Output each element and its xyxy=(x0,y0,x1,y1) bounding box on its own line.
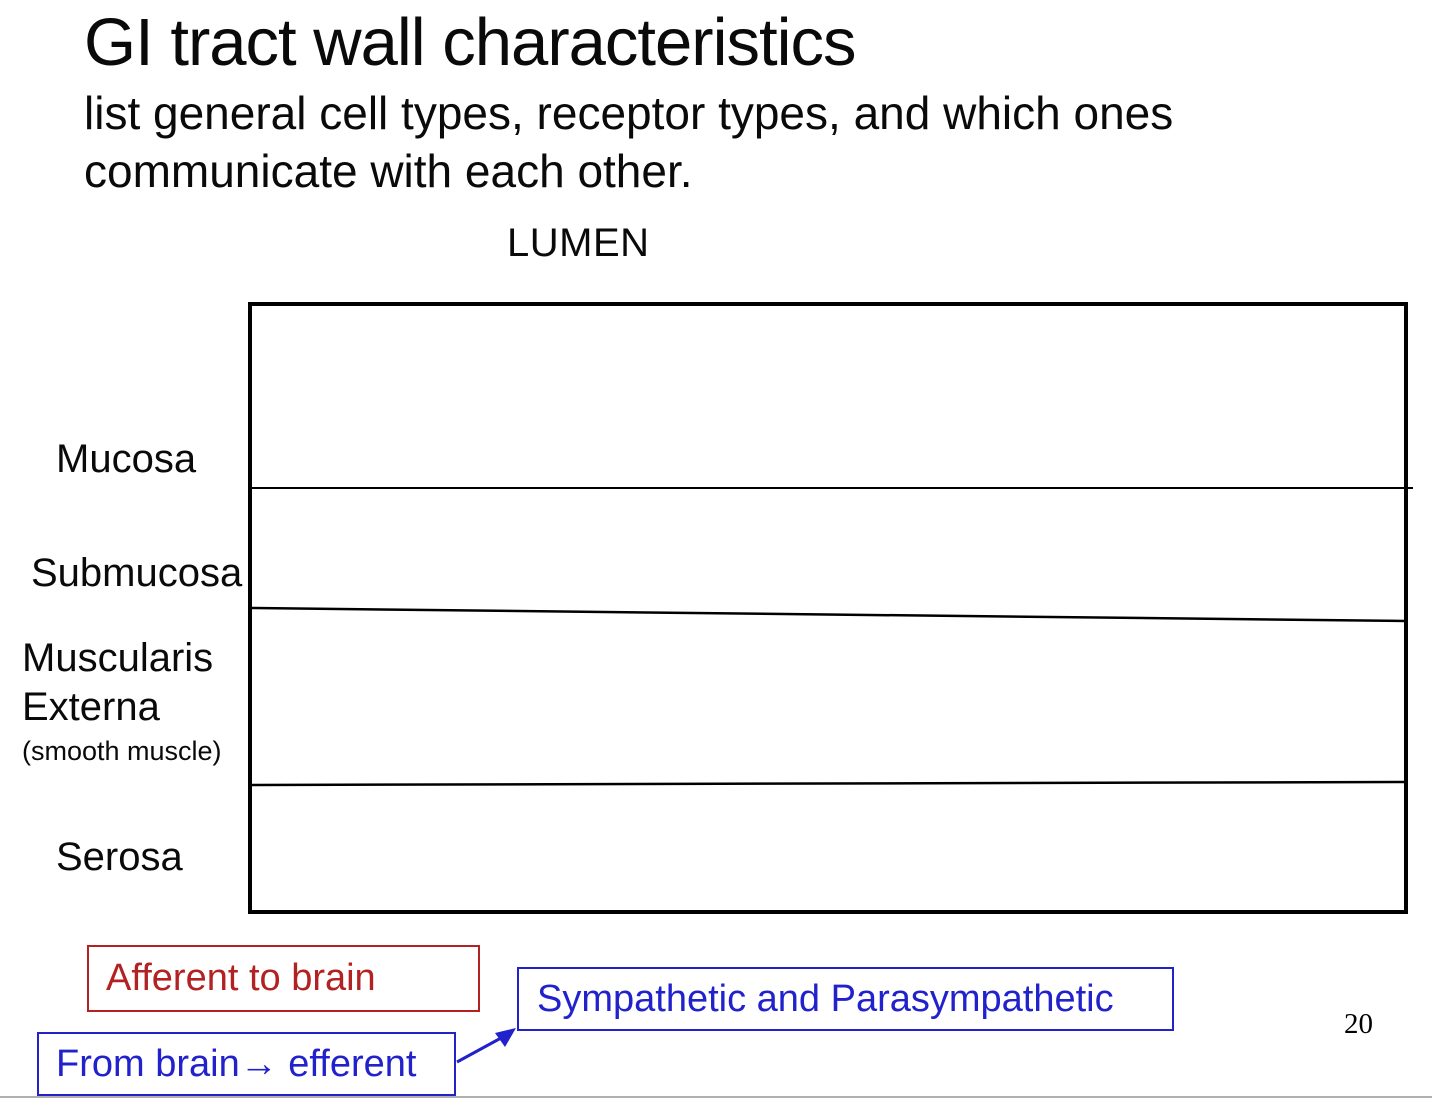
layer-label-muscularis-externa xyxy=(22,634,222,770)
muscularis-line-1: Muscularis xyxy=(22,636,214,680)
page-title: GI tract wall characteristics xyxy=(84,5,856,80)
arrow-shaft xyxy=(457,1038,501,1062)
wall-outline-rect xyxy=(250,304,1406,912)
subtitle-line-1: list general cell types, receptor types, and which ones xyxy=(84,87,1174,139)
page-number: 20 xyxy=(1344,1008,1373,1040)
layer-label-submucosa: Submucosa xyxy=(31,551,243,595)
muscularis-line-2: Externa xyxy=(22,685,160,729)
afferent-to-brain-box xyxy=(87,945,480,1012)
lumen-label: LUMEN xyxy=(507,221,650,265)
afferent-to-brain-label: Afferent to brain xyxy=(106,957,376,999)
muscularis-sublabel: (smooth muscle) xyxy=(22,736,222,766)
gi-wall-diagram xyxy=(248,302,1414,916)
from-brain-efferent-box xyxy=(37,1032,456,1096)
sympathetic-parasympathetic-label: Sympathetic and Parasympathetic xyxy=(537,977,1114,1020)
submucosa-muscularis-divider xyxy=(250,608,1406,621)
arrow-head xyxy=(495,1028,516,1047)
muscularis-serosa-divider xyxy=(250,782,1406,785)
from-brain-efferent-label: From brain→ efferent xyxy=(56,1042,417,1085)
subtitle xyxy=(84,84,1173,200)
layer-label-serosa: Serosa xyxy=(56,835,183,879)
sympathetic-parasympathetic-box xyxy=(517,967,1174,1031)
subtitle-line-2: communicate with each other. xyxy=(84,145,693,197)
layer-label-mucosa: Mucosa xyxy=(56,437,197,481)
